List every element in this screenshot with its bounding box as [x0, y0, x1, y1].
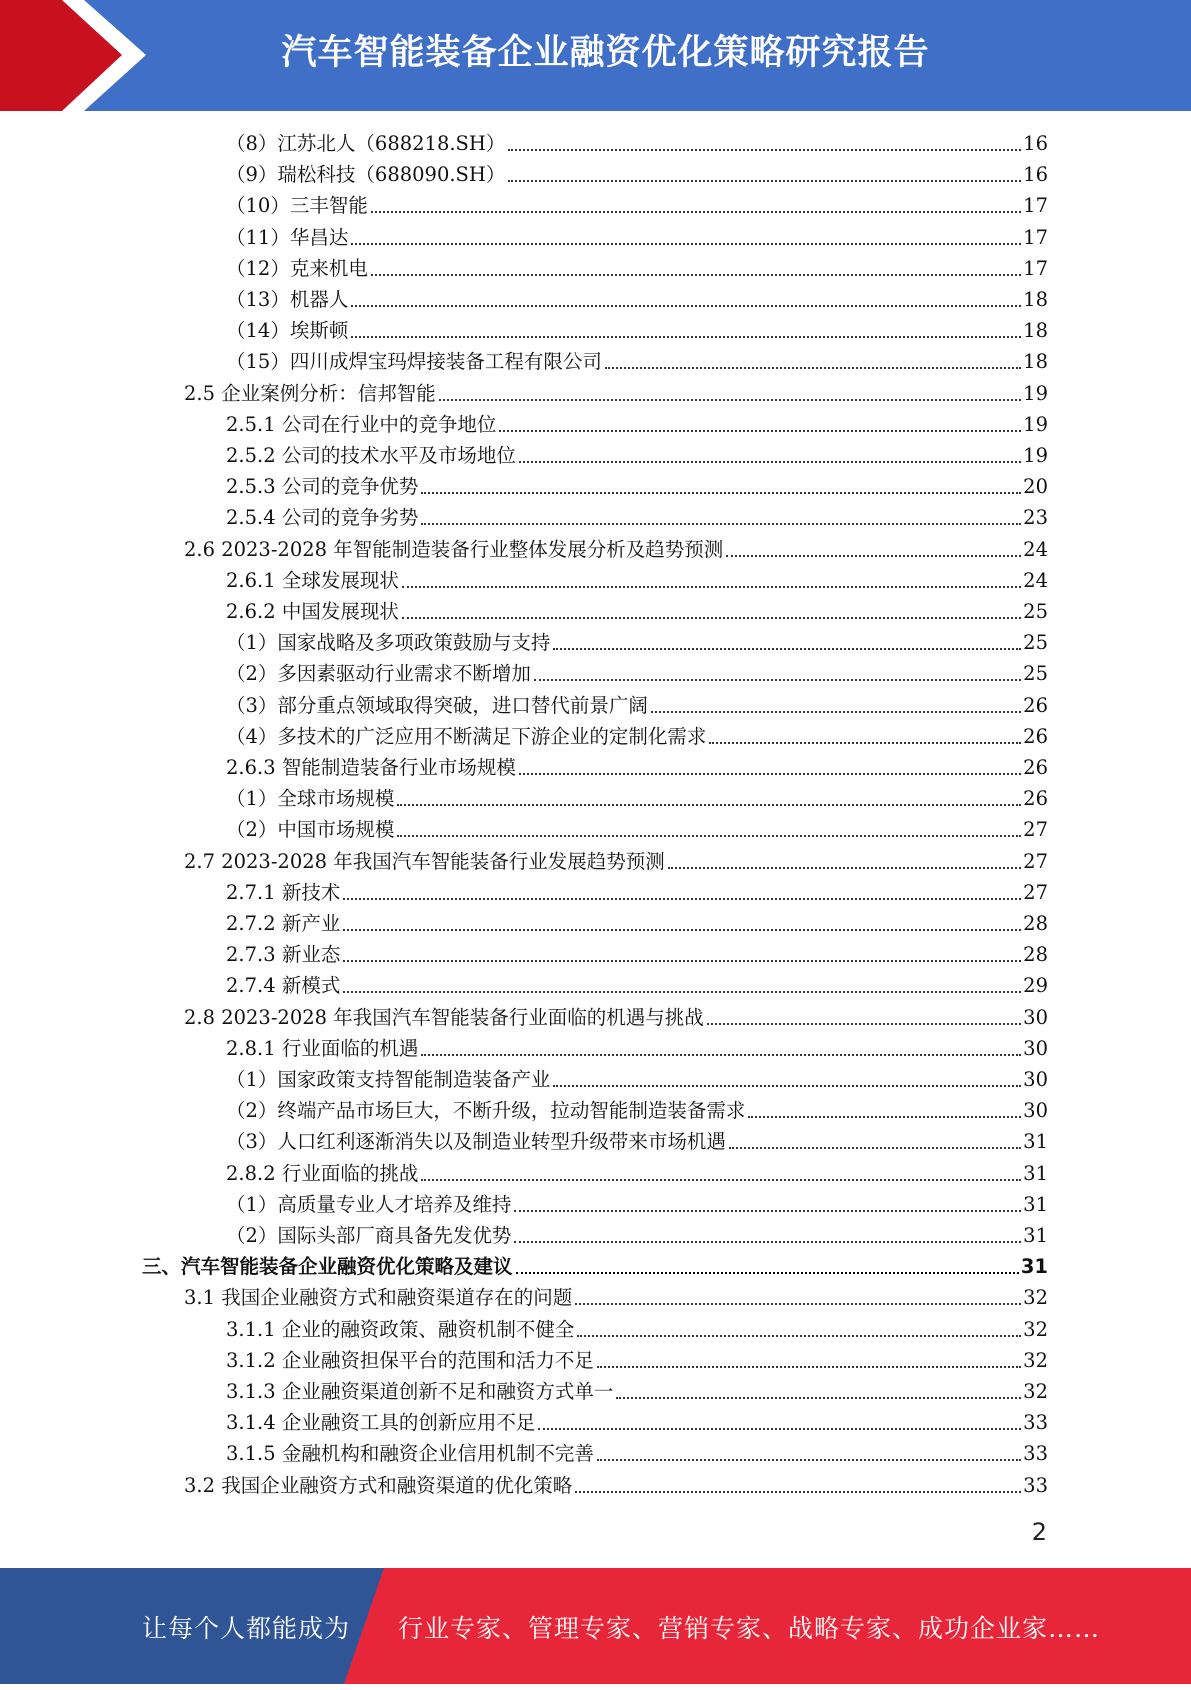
toc-entry[interactable] — [226, 1063, 1048, 1094]
toc-dot-leader — [439, 398, 1021, 401]
toc-entry[interactable] — [226, 813, 1048, 844]
toc-entry-page: 17 — [1023, 225, 1048, 249]
toc-entry[interactable] — [226, 969, 1048, 1000]
toc-entry-label: 2.6.2 中国发展现状 — [226, 600, 399, 623]
toc-entry-label: （2）国际头部厂商具备先发优势 — [226, 1224, 512, 1247]
toc-entry[interactable] — [226, 1437, 1048, 1468]
toc-entry-page: 31 — [1020, 1255, 1048, 1279]
toc-dot-leader — [597, 1365, 1021, 1368]
toc-entry-page: 19 — [1023, 412, 1048, 436]
toc-entry-label: （1）全球市场规模 — [226, 787, 395, 811]
toc-dot-leader — [343, 897, 1021, 900]
toc-entry-label: （13）机器人 — [226, 288, 349, 311]
toc-entry-page: 24 — [1023, 568, 1048, 592]
toc-dot-leader — [421, 1178, 1021, 1181]
toc-entry[interactable] — [184, 377, 1048, 408]
toc-entry[interactable] — [226, 1125, 1048, 1156]
toc-entry-label: 2.5.1 公司在行业中的竞争地位 — [226, 412, 497, 436]
toc-entry-label: （2）中国市场规模 — [226, 818, 395, 842]
toc-entry-label: 三、汽车智能装备企业融资优化策略及建议 — [142, 1255, 513, 1279]
toc-entry[interactable] — [226, 501, 1048, 532]
toc-entry[interactable] — [226, 907, 1048, 938]
toc-dot-leader — [371, 273, 1021, 276]
toc-entry-page: 20 — [1023, 475, 1048, 499]
toc-entry-page: 18 — [1023, 350, 1048, 374]
toc-entry[interactable] — [226, 1406, 1048, 1437]
toc-dot-leader — [668, 866, 1021, 869]
toc-entry-page: 27 — [1023, 849, 1048, 873]
toc-entry-label: （9）瑞松科技（688090.SH） — [226, 163, 506, 187]
toc-entry-page: 30 — [1023, 1068, 1048, 1091]
toc-entry[interactable] — [226, 408, 1048, 439]
toc-dot-leader — [616, 1396, 1021, 1399]
toc-entry-label: 2.7.1 新技术 — [226, 880, 341, 904]
toc-entry-page: 32 — [1023, 1348, 1048, 1372]
toc-entry-label: （1）国家战略及多项政策鼓励与支持 — [226, 631, 551, 655]
toc-entry-label: （2）终端产品市场巨大，不断升级，拉动智能制造装备需求 — [226, 1099, 746, 1123]
toc-dot-leader — [726, 554, 1021, 557]
toc-entry-page: 28 — [1023, 912, 1048, 935]
toc-dot-leader — [351, 304, 1021, 307]
toc-entry[interactable] — [184, 1469, 1048, 1500]
toc-entry-page: 16 — [1023, 163, 1048, 187]
toc-entry[interactable] — [226, 876, 1048, 907]
toc-entry[interactable] — [226, 1188, 1048, 1219]
toc-entry-page: 16 — [1023, 132, 1048, 155]
toc-entry-label: 2.5.2 公司的技术水平及市场地位 — [226, 444, 516, 467]
toc-entry-label: 2.5.3 公司的竞争优势 — [226, 475, 419, 499]
toc-entry-page: 32 — [1023, 1317, 1048, 1341]
toc-entry-page: 33 — [1023, 1442, 1048, 1466]
toc-entry-label: 3.1.2 企业融资担保平台的范围和活力不足 — [226, 1348, 594, 1372]
toc-entry-page: 28 — [1023, 943, 1048, 967]
toc-entry-label: 3.2 我国企业融资方式和融资渠道的优化策略 — [184, 1473, 573, 1497]
footer-banner — [0, 1568, 1191, 1684]
toc-dot-leader — [553, 1084, 1021, 1087]
toc-entry-page: 24 — [1023, 537, 1048, 561]
toc-entry-label: 3.1.4 企业融资工具的创新应用不足 — [226, 1411, 536, 1435]
toc-dot-leader — [748, 1115, 1021, 1118]
toc-entry-page: 31 — [1023, 1130, 1048, 1154]
toc-entry-label: （12）克来机电 — [226, 256, 368, 280]
toc-dot-leader — [538, 1427, 1021, 1430]
toc-dot-leader — [508, 179, 1021, 182]
footer-slogan-right: 行业专家、管理专家、营销专家、战略专家、成功企业家…… — [398, 1614, 1101, 1643]
toc-entry[interactable] — [226, 1032, 1048, 1063]
toc-entry[interactable] — [226, 252, 1048, 283]
toc-entry-label: 3.1.3 企业融资渠道创新不足和融资方式单一 — [226, 1380, 614, 1403]
toc-entry-label: 3.1.5 金融机构和融资企业信用机制不完善 — [226, 1442, 594, 1466]
toc-entry[interactable] — [226, 720, 1048, 751]
toc-entry[interactable] — [142, 1250, 1048, 1281]
toc-entry[interactable] — [226, 283, 1048, 314]
toc-dot-leader — [707, 1022, 1021, 1025]
toc-entry-label: （14）埃斯顿 — [226, 319, 349, 343]
toc-entry-label: 3.1 我国企业融资方式和融资渠道存在的问题 — [184, 1286, 573, 1310]
toc-entry-label: （3）人口红利逐渐消失以及制造业转型升级带来市场机遇 — [226, 1130, 726, 1154]
toc-entry-label: 2.7.3 新业态 — [226, 943, 341, 967]
toc-entry-page: 17 — [1023, 194, 1048, 218]
toc-entry-page: 17 — [1023, 256, 1048, 280]
toc-entry-label: 2.8 2023-2028 年我国汽车智能装备行业面临的机遇与挑战 — [184, 1005, 704, 1029]
toc-entry-page: 27 — [1023, 880, 1048, 904]
toc-dot-leader — [514, 1240, 1021, 1243]
toc-entry[interactable] — [226, 189, 1048, 220]
toc-entry-label: （15）四川成焊宝玛焊接装备工程有限公司 — [226, 350, 602, 374]
toc-dot-leader — [351, 242, 1021, 245]
toc-entry-page: 31 — [1023, 1161, 1048, 1185]
toc-entry-label: （2）多因素驱动行业需求不断增加 — [226, 662, 531, 686]
toc-dot-leader — [371, 210, 1021, 213]
toc-entry-label: （4）多技术的广泛应用不断满足下游企业的定制化需求 — [226, 724, 707, 748]
toc-dot-leader — [516, 1271, 1019, 1274]
toc-dot-leader — [397, 803, 1021, 806]
toc-entry-label: （8）江苏北人（688218.SH） — [226, 132, 506, 155]
toc-entry[interactable] — [226, 345, 1048, 376]
toc-entry-label: 2.6 2023-2028 年智能制造装备行业整体发展分析及趋势预测 — [184, 537, 724, 561]
toc-entry-page: 30 — [1023, 1099, 1048, 1123]
toc-entry-label: 3.1.1 企业的融资政策、融资机制不健全 — [226, 1317, 575, 1341]
toc-dot-leader — [729, 1146, 1021, 1149]
toc-entry-label: （3）部分重点领域取得突破，进口替代前景广阔 — [226, 693, 648, 717]
page-number: 2 — [1031, 1518, 1047, 1546]
toc-dot-leader — [514, 1209, 1021, 1212]
toc-entry-label: （1）高质量专业人才培养及维持 — [226, 1192, 512, 1216]
toc-entry-label: 2.8.2 行业面临的挑战 — [226, 1161, 419, 1185]
toc-entry[interactable] — [226, 1344, 1048, 1375]
toc-entry[interactable] — [226, 657, 1048, 688]
toc-entry[interactable] — [184, 1001, 1048, 1032]
toc-entry-page: 30 — [1023, 1005, 1048, 1029]
toc-dot-leader — [421, 1053, 1021, 1056]
toc-entry-page: 26 — [1023, 787, 1048, 811]
toc-entry-page: 26 — [1023, 756, 1048, 779]
toc-dot-leader — [575, 1302, 1021, 1305]
toc-entry-page: 19 — [1023, 444, 1048, 467]
toc-dot-leader — [553, 647, 1021, 650]
toc-entry-label: 2.8.1 行业面临的机遇 — [226, 1036, 419, 1060]
toc-entry-page: 29 — [1023, 974, 1048, 998]
toc-entry-page: 18 — [1023, 288, 1048, 311]
toc-entry[interactable] — [226, 158, 1048, 189]
toc-entry-label: （1）国家政策支持智能制造装备产业 — [226, 1068, 551, 1091]
toc-dot-leader — [519, 460, 1021, 463]
toc-dot-leader — [343, 928, 1021, 931]
toc-entry-label: （10）三丰智能 — [226, 194, 368, 218]
toc-entry[interactable] — [226, 564, 1048, 595]
toc-entry-label: 2.6.3 智能制造装备行业市场规模 — [226, 756, 516, 779]
toc-entry[interactable] — [226, 127, 1048, 158]
toc-entry-label: 2.5 企业案例分析：信邦智能 — [184, 381, 436, 405]
toc-dot-leader — [397, 834, 1021, 837]
toc-dot-leader — [421, 522, 1021, 525]
toc-entry[interactable] — [184, 1281, 1048, 1312]
toc-entry-label: （11）华昌达 — [226, 225, 349, 249]
toc-entry-page: 32 — [1023, 1380, 1048, 1403]
toc-entry-page: 25 — [1023, 600, 1048, 623]
toc-entry-page: 19 — [1023, 381, 1048, 405]
toc-entry-page: 30 — [1023, 1036, 1048, 1060]
toc-dot-leader — [577, 1334, 1021, 1337]
toc-entry[interactable] — [226, 470, 1048, 501]
toc-entry[interactable] — [226, 689, 1048, 720]
toc-dot-leader — [709, 741, 1021, 744]
toc-dot-leader — [597, 1458, 1021, 1461]
toc-entry-page: 25 — [1023, 631, 1048, 655]
toc-dot-leader — [575, 1490, 1021, 1493]
toc-entry[interactable] — [184, 533, 1048, 564]
toc-entry-label: 2.7.4 新模式 — [226, 974, 341, 998]
toc-dot-leader — [402, 616, 1021, 619]
toc-dot-leader — [605, 366, 1021, 369]
toc-entry-label: 2.6.1 全球发展现状 — [226, 568, 399, 592]
toc-entry[interactable] — [226, 314, 1048, 345]
toc-entry-page: 33 — [1023, 1473, 1048, 1497]
toc-entry-page: 26 — [1023, 724, 1048, 748]
toc-entry-page: 23 — [1023, 506, 1048, 530]
toc-entry-page: 25 — [1023, 662, 1048, 686]
report-header — [0, 0, 1191, 111]
toc-entry[interactable] — [226, 782, 1048, 813]
toc-dot-leader — [343, 990, 1021, 993]
toc-entry-label: 2.5.4 公司的竞争劣势 — [226, 506, 419, 530]
toc-dot-leader — [651, 710, 1021, 713]
toc-entry-page: 26 — [1023, 693, 1048, 717]
toc-entry[interactable] — [226, 221, 1048, 252]
toc-dot-leader — [351, 335, 1021, 338]
toc-entry-page: 27 — [1023, 818, 1048, 842]
footer-slogan-left: 让每个人都能成为 — [142, 1614, 351, 1643]
toc-entry-page: 31 — [1023, 1192, 1048, 1216]
toc-dot-leader — [421, 491, 1021, 494]
toc-entry-page: 31 — [1023, 1224, 1048, 1247]
toc-entry-page: 32 — [1023, 1286, 1048, 1310]
toc-entry[interactable] — [226, 1375, 1048, 1406]
toc-entry[interactable] — [226, 626, 1048, 657]
toc-entry[interactable] — [226, 751, 1048, 782]
toc-entry[interactable] — [226, 1219, 1048, 1250]
toc-entry[interactable] — [226, 1313, 1048, 1344]
toc-dot-leader — [343, 959, 1021, 962]
toc-entry[interactable] — [226, 1157, 1048, 1188]
toc-entry-label: 2.7.2 新产业 — [226, 912, 341, 935]
toc-entry-page: 33 — [1023, 1411, 1048, 1435]
toc-dot-leader — [508, 148, 1021, 151]
toc-entry[interactable] — [184, 845, 1048, 876]
toc-entry[interactable] — [226, 1094, 1048, 1125]
toc-entry[interactable] — [226, 938, 1048, 969]
toc-entry[interactable] — [226, 439, 1048, 470]
toc-dot-leader — [534, 678, 1021, 681]
report-title: 汽车智能装备企业融资优化策略研究报告 — [281, 33, 930, 73]
toc-entry-label: 2.7 2023-2028 年我国汽车智能装备行业发展趋势预测 — [184, 849, 665, 873]
toc-entry-page: 18 — [1023, 319, 1048, 343]
toc-entry[interactable] — [226, 595, 1048, 626]
toc-dot-leader — [402, 585, 1021, 588]
toc-dot-leader — [499, 429, 1021, 432]
toc-dot-leader — [519, 772, 1021, 775]
